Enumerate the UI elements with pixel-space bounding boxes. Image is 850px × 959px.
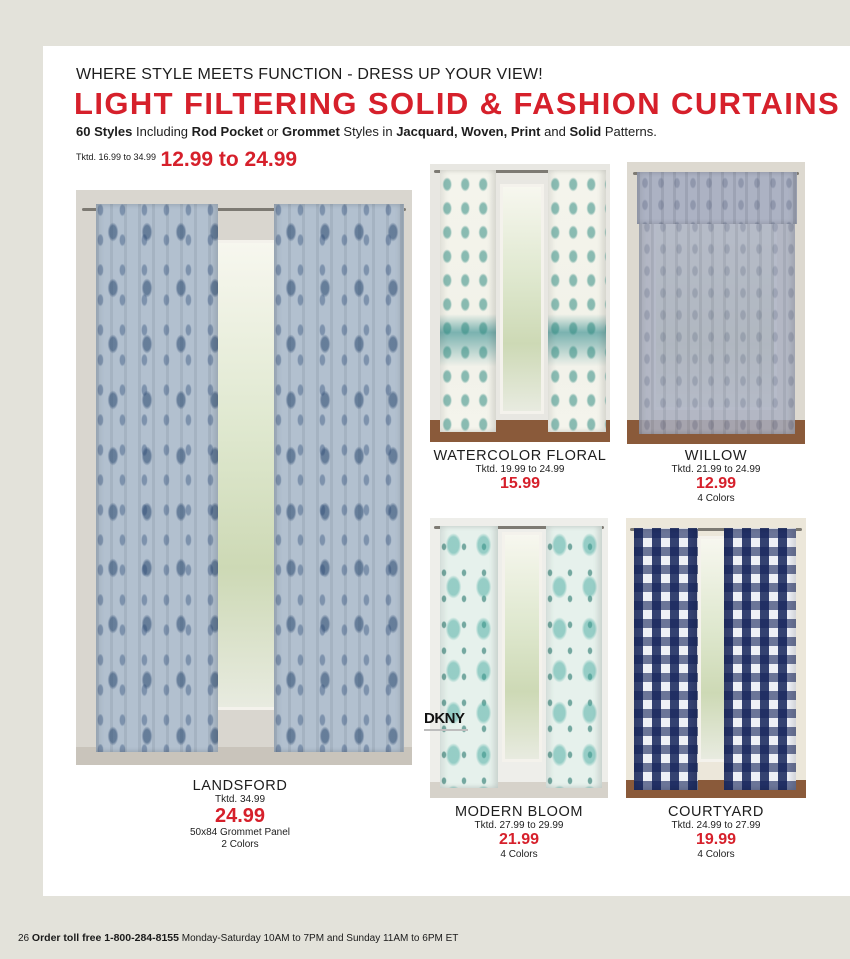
page-headline: LIGHT FILTERING SOLID & FASHION CURTAINS: [74, 86, 841, 121]
ticketed-price: Tktd. 19.99 to 24.99: [475, 464, 565, 475]
willow-label: [627, 448, 805, 505]
order-phone[interactable]: Order toll free 1-800-284-8155: [31, 932, 179, 944]
product-name: WILLOW: [684, 448, 748, 464]
modern-bloom-label: [430, 804, 608, 861]
product-size: 50x84 Grommet Panel: [189, 827, 291, 838]
color-count: 2 Colors: [221, 839, 259, 850]
ticketed-price: Tktd. 27.99 to 29.99: [474, 820, 564, 831]
styles-description: 60 Styles Including Rod Pocket or Grommet Styles in Jacquard, Woven, Print and Solid Patterns.: [76, 124, 657, 139]
courtyard-label: [626, 804, 806, 861]
sale-price: 24.99: [214, 805, 266, 827]
price-range-line: [76, 148, 297, 172]
page-number: 26: [18, 933, 30, 944]
sale-price: 19.99: [695, 831, 737, 848]
sale-price-range: 12.99 to 24.99: [160, 148, 298, 171]
product-name: MODERN BLOOM: [454, 804, 584, 820]
color-count: 4 Colors: [697, 849, 735, 860]
ticketed-price: Tktd. 21.99 to 24.99: [671, 464, 761, 475]
courtyard-photo[interactable]: [626, 518, 806, 798]
ticketed-price: Tktd. 34.99: [214, 794, 266, 805]
product-name: LANDSFORD: [192, 778, 288, 794]
watercolor-floral-photo[interactable]: [430, 164, 610, 442]
product-name: WATERCOLOR FLORAL: [433, 448, 607, 464]
page-footer: [18, 932, 458, 944]
modern-bloom-photo[interactable]: [430, 518, 608, 798]
ticketed-price: Tktd. 24.99 to 27.99: [671, 820, 761, 831]
kicker-text: WHERE STYLE MEETS FUNCTION - DRESS UP YOUR VIEW!: [76, 66, 543, 83]
order-hours: Monday-Saturday 10AM to 7PM and Sunday 11AM to 6PM ET: [181, 933, 459, 944]
landsford-label: [140, 778, 340, 851]
ticketed-range: Tktd. 16.99 to 34.99: [76, 152, 157, 162]
color-count: 4 Colors: [500, 849, 538, 860]
watercolor-floral-label: [430, 448, 610, 493]
sale-price: 21.99: [498, 831, 540, 848]
willow-photo[interactable]: [627, 162, 805, 444]
product-name: COURTYARD: [668, 804, 764, 820]
color-count: 4 Colors: [697, 493, 735, 504]
sale-price: 15.99: [499, 475, 541, 492]
sale-price: 12.99: [695, 475, 737, 492]
dkny-logo: DKNY: [424, 711, 474, 733]
landsford-photo[interactable]: [76, 190, 412, 765]
